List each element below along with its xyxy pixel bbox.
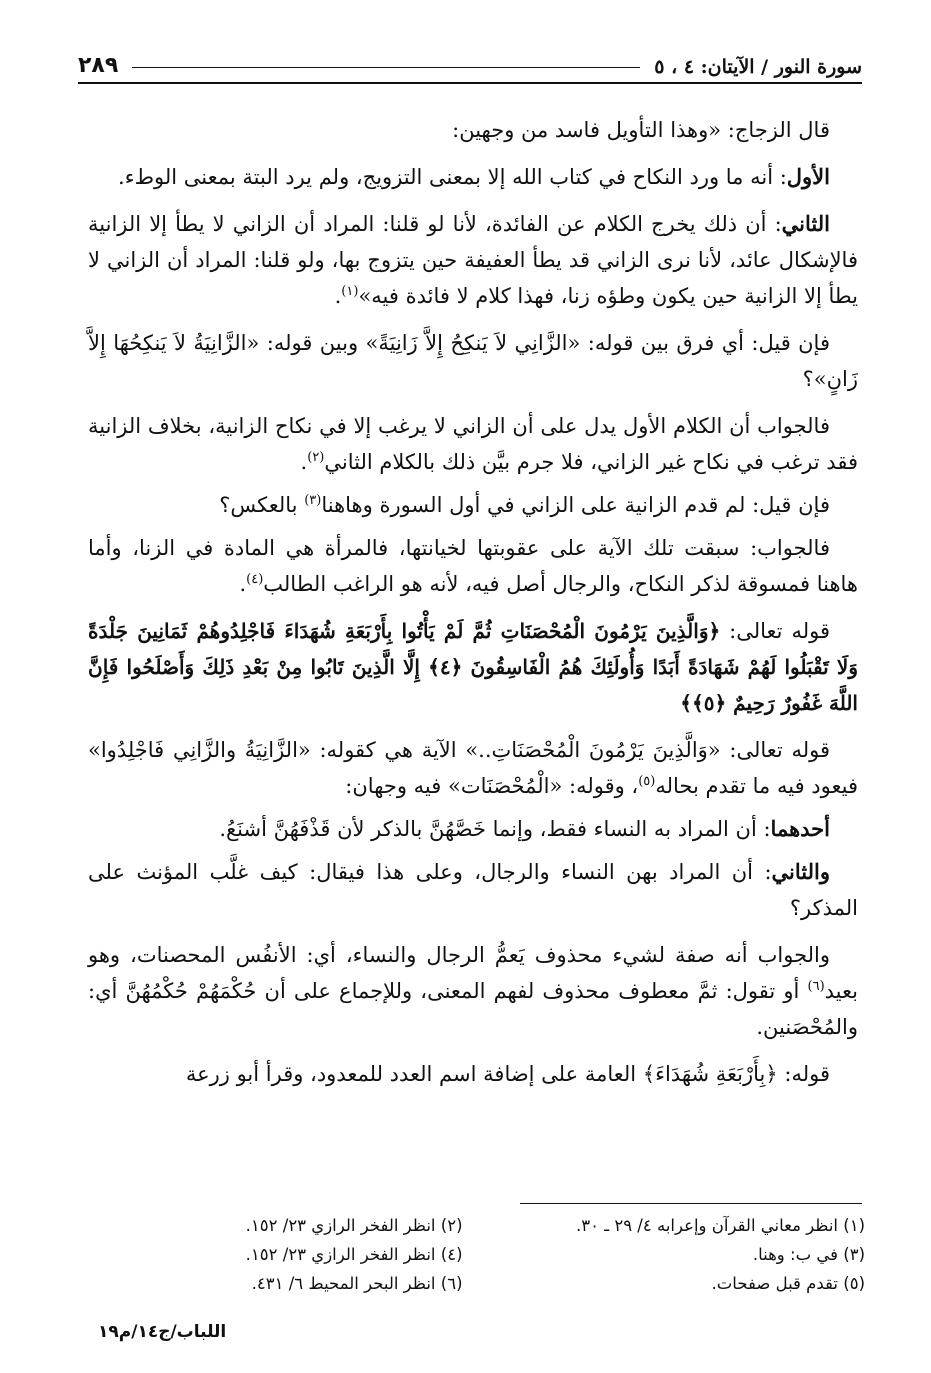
header-rule [78, 82, 862, 84]
paragraph-text: فإن قيل: أي فرق بين قوله: «الزَّانِي لاَ يَنكِحُ إِلاَّ زَانِيَةً» وبين قوله: «الزَّانِيَةُ لاَ يَنكِحُهَا إِلاَّ زَانٍ»؟ [88, 331, 858, 391]
paragraph-first-aspect [88, 159, 858, 195]
quran-verse [88, 613, 858, 721]
paragraph-tail: أو تقول: ثمَّ معطوف محذوف لفهم المعنى، وللإجماع على أن حُكْمَهُمْ حُكْمُهُنَّ أي: والمُحْصَنين. [88, 979, 858, 1039]
paragraph-text: فإن قيل: لم قدم الزانية على الزاني في أول السورة وهاهنا [321, 493, 830, 517]
paragraph-tail: بالعكس؟ [219, 493, 305, 517]
paragraph-question-2 [88, 487, 858, 523]
paragraph-tail: . [239, 572, 247, 596]
footnote-5: (٥) تقدم قبل صفحات. [711, 1274, 865, 1293]
term-first: الأول [786, 164, 830, 189]
paragraph-tail: ، وقوله: «الْمُحْصَنَات» فيه وجهان: [345, 774, 639, 798]
paragraph-and-second [88, 854, 858, 926]
paragraph-question-1 [88, 325, 858, 397]
footnote-1: (١) انظر معاني القرآن وإعرابه ٤/ ٢٩ ـ ٣٠. [576, 1216, 865, 1235]
paragraph-text: قوله تعالى: «وَالَّذِينَ يَرْمُونَ الْمُحْصَنَاتِ..» الآية هي كقوله: «الزَّانِيَةُ والزَّانِي فَاجْلِدُوا» فيعود فيه ما تقدم بحاله [88, 738, 858, 798]
paragraph-text: : أنه ما ورد النكاح في كتاب الله إلا بمعنى التزويج، ولم يرد البتة بمعنى الوطء. [118, 165, 787, 189]
paragraph-one-of-them [88, 811, 858, 847]
paragraph-text: : أن المراد بهن النساء والرجال، وعلى هذا فيقال: كيف غلَّب المؤنث على المذكر؟ [88, 860, 858, 920]
footnote-2: (٢) انظر الفخر الرازي ٢٣/ ١٥٢. [245, 1216, 463, 1235]
paragraph-text: والجواب أنه صفة لشيء محذوف يَعمُّ الرجال والنساء، أي: الأنفُس المحصنات، وهو بعيد [88, 943, 858, 1003]
paragraph-text: قال الزجاج: «وهذا التأويل فاسد من وجهين: [452, 118, 830, 142]
paragraph-text: قوله: ﴿بِأَرْبَعَةِ شُهَدَاءَ﴾ العامة على إضافة اسم العدد للمعدود، وقرأ أبو زرعة [185, 1062, 830, 1086]
page-number: ٢٨٩ [78, 53, 119, 78]
footnote-6: (٦) انظر البحر المحيط ٦/ ٤٣١. [251, 1274, 463, 1293]
footnote-ref[interactable]: (٤) [246, 572, 264, 587]
volume-signature: اللباب/ج١٤/م١٩ [98, 1322, 227, 1342]
footnote-ref[interactable]: (٦) [807, 979, 825, 994]
verse-text: ﴿وَالَّذِينَ يَرْمُونَ الْمُحْصَنَاتِ ثُمَّ لَمْ يَأْتُوا بِأَرْبَعَةِ شُهَدَاءَ فَاجْلِدُوهُمْ ثَمَانِينَ جَلْدَةً وَلَا تَقْبَلُوا لَهُمْ شَهَادَةً أَبَدًا وَأُولَئِكَ هُمُ الْفَاسِقُونَ ﴿٤﴾ إِلَّا الَّذِينَ تَابُوا مِنْ بَعْدِ ذَلِكَ وَأَصْلَحُوا فَإِنَّ اللَّهَ غَفُورٌ رَحِيمٌ ﴿٥﴾﴾ [88, 619, 858, 715]
footnote-4: (٤) انظر الفخر الرازي ٢٣/ ١٥٢. [245, 1245, 463, 1264]
paragraph-tail: . [334, 284, 342, 308]
footnote-ref[interactable]: (٥) [638, 774, 656, 789]
paragraph-second-aspect [88, 206, 858, 314]
body-text [88, 112, 858, 1103]
page-header [78, 42, 862, 82]
term-second: الثاني [781, 211, 830, 236]
paragraph-text: : أن ذلك يخرج الكلام عن الفائدة، لأنا لو قلنا: المراد أن الزاني لا يطأ إلا الزانية فالإشكال عائد، لأنا نرى الزاني قد يطأ العفيفة حين يتزوج بها، ولو قلنا: المراد أن الزاني لا يطأ إلا الزانية حين يكون وطؤه زنا، فهذا كلام لا فائدة فيه» [88, 212, 858, 308]
footnote-3: (٣) في ب: وهنا. [752, 1245, 865, 1264]
paragraph-tail: . [300, 450, 308, 474]
paragraph-verse-comment [88, 732, 858, 804]
footnote-rule [520, 1203, 862, 1204]
header-line [132, 67, 640, 68]
paragraph-answer-1 [88, 408, 858, 480]
paragraph-answer-2 [88, 530, 858, 602]
footnote-ref[interactable]: (٢) [307, 450, 325, 465]
paragraph-answer-3 [88, 937, 858, 1045]
paragraph-four-witnesses [88, 1056, 858, 1092]
footnote-ref[interactable]: (٣) [304, 493, 322, 508]
paragraph-text: : أن المراد به النساء فقط، وإنما خَصَّهُنَّ بالذكر لأن قَذْفَهُنَّ أشنَعُ. [219, 817, 771, 841]
paragraph-text: فالجواب أن الكلام الأول يدل على أن الزاني لا يرغب إلا في نكاح الزانية، بخلاف الزانية فقد ترغب في نكاح غير الزاني، فلا جرم بيَّن ذلك بالكلام الثاني [88, 414, 858, 474]
paragraph-zajjaj [88, 112, 858, 148]
verse-intro: قوله تعالى: [720, 619, 830, 643]
term-and-second: والثاني [771, 859, 830, 884]
term-one-of-them: أحدهما [770, 816, 830, 841]
running-title: سورة النور / الآيتان: ٤ ، ٥ [654, 56, 862, 78]
footnotes [130, 1213, 865, 1297]
footnote-ref[interactable]: (١) [341, 284, 359, 299]
paragraph-text: فالجواب: سبقت تلك الآية على عقوبتها لخيانتها، فالمرأة هي المادة في الزنا، وأما هاهنا فمسوقة لذكر النكاح، والرجال أصل فيه، لأنه هو الراغب الطالب [88, 536, 858, 596]
